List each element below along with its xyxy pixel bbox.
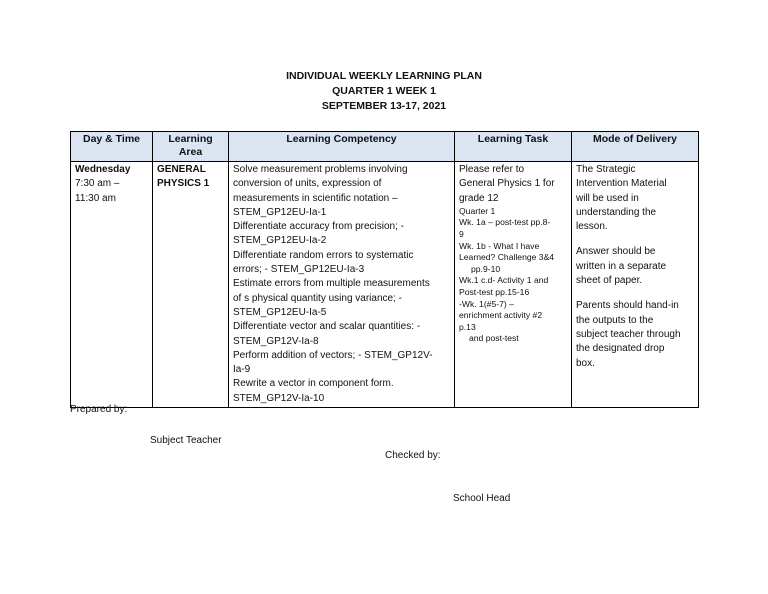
cell-day-time [71, 162, 153, 408]
competency-line: Perform addition of vectors; - STEM_GP12V- [233, 349, 433, 361]
header-learning-competency: Learning Competency [229, 132, 455, 162]
competency-line: Ia-9 [233, 364, 251, 376]
task-line: Wk.1 c.d- Activity 1 and [459, 275, 549, 286]
task-line: Learned? Challenge 3&4 [459, 252, 555, 263]
task-line: p.13 [459, 321, 476, 332]
competency-line: Rewrite a vector in component form. [233, 378, 394, 390]
task-line: grade 12 [459, 192, 499, 204]
header-learning-task: Learning Task [455, 132, 572, 162]
subject-teacher-label: Subject Teacher [150, 435, 222, 446]
delivery-line: understanding the [576, 206, 657, 218]
area-line: GENERAL [157, 164, 206, 175]
delivery-line: Parents should hand-in [576, 300, 679, 312]
cell-learning-task [455, 162, 572, 408]
task-line: Wk. 1b - What I have [459, 240, 540, 251]
title-line-1: INDIVIDUAL WEEKLY LEARNING PLAN [286, 70, 482, 82]
competency-line: STEM_GP12V-Ia-8 [233, 335, 319, 347]
task-line: General Physics 1 for [459, 178, 555, 190]
delivery-line: written in a separate [576, 260, 667, 272]
competency-line: Differentiate accuracy from precision; - [233, 221, 404, 233]
competency-line: STEM_GP12EU-Ia-1 [233, 206, 327, 218]
task-line: -Wk. 1(#5-7) – [459, 298, 514, 309]
task-line: Wk. 1a – post-test pp.8- [459, 217, 551, 228]
prepared-by-label: Prepared by: [70, 404, 128, 415]
header-day-time: Day & Time [71, 132, 153, 162]
title-line-3: SEPTEMBER 13-17, 2021 [321, 100, 447, 112]
learning-plan-table [70, 131, 699, 408]
cell-learning-competency [229, 162, 455, 408]
task-line: Quarter 1 [459, 205, 496, 216]
delivery-line: the outputs to the [576, 314, 654, 326]
delivery-line: box. [576, 357, 595, 369]
delivery-line: Intervention Material [576, 178, 667, 190]
time-end: 11:30 am [75, 192, 116, 204]
area-line: PHYSICS 1 [157, 178, 210, 190]
delivery-line: will be used in [576, 192, 639, 204]
table-header-row [71, 132, 699, 162]
task-line: and post-test [469, 333, 519, 344]
title-line-2: QUARTER 1 WEEK 1 [332, 85, 436, 97]
checked-by-label: Checked by: [385, 450, 441, 461]
competency-line: of s physical quantity using variance; - [233, 292, 402, 304]
competency-line: Estimate errors from multiple measurements [233, 278, 430, 290]
task-line: pp.9-10 [471, 263, 501, 274]
cell-mode-of-delivery [572, 162, 699, 408]
task-line: Please refer to [459, 164, 525, 175]
competency-line: STEM_GP12V-Ia-10 [233, 392, 325, 404]
day-label: Wednesday [75, 164, 131, 175]
header-mode-of-delivery: Mode of Delivery [572, 132, 699, 162]
competency-line: STEM_GP12EU-Ia-2 [233, 235, 327, 247]
delivery-line: The Strategic [576, 164, 636, 175]
document-title [0, 69, 768, 114]
time-start: 7:30 am – [75, 178, 120, 190]
competency-line: STEM_GP12EU-Ia-5 [233, 306, 327, 318]
competency-line: Differentiate vector and scalar quantities: - [233, 321, 421, 333]
header-learning-area: Learning Area [153, 132, 229, 162]
delivery-line: lesson. [576, 221, 608, 233]
task-line: Post-test pp.15-16 [459, 287, 530, 298]
delivery-line: Answer should be [576, 246, 656, 258]
competency-line: errors; - STEM_GP12EU-Ia-3 [233, 264, 365, 276]
table-row [71, 162, 699, 408]
task-line: 9 [459, 229, 464, 240]
school-head-label: School Head [453, 493, 511, 504]
delivery-line: subject teacher through [576, 328, 681, 340]
competency-line: Differentiate random errors to systematic [233, 249, 414, 261]
competency-line: Solve measurement problems involving [233, 164, 408, 175]
task-line: enrichment activity #2 [459, 310, 543, 321]
competency-line: measurements in scientific notation – [233, 192, 398, 204]
delivery-line: the designated drop [576, 343, 665, 355]
delivery-line: sheet of paper. [576, 275, 643, 287]
competency-line: conversion of units, expression of [233, 178, 382, 190]
cell-learning-area [153, 162, 229, 408]
